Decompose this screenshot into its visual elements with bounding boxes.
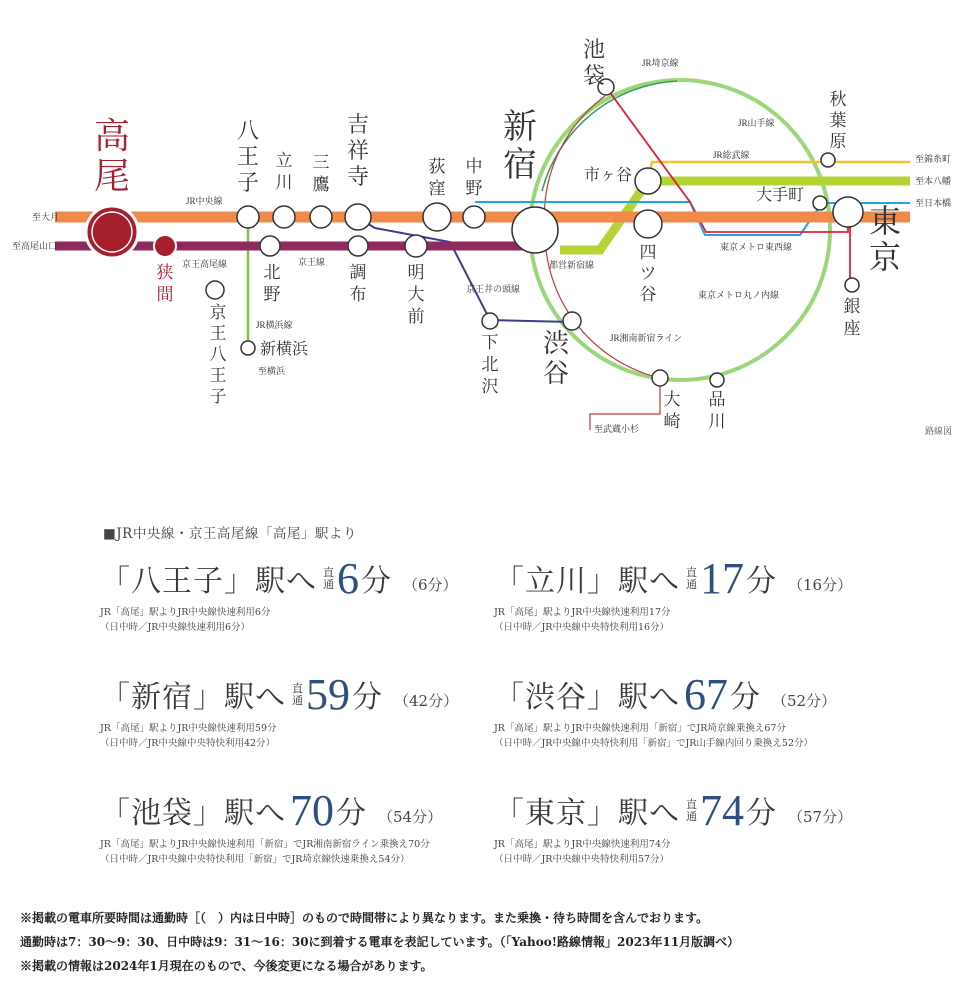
commute-minutes: 6 xyxy=(337,554,359,603)
ogikubo-label: 荻窪 xyxy=(428,157,446,198)
route-detail: JR「高尾」駅よりJR中央線快速利用74分 xyxy=(494,839,671,851)
keio-takao-line-label: 京王高尾線 xyxy=(182,259,228,269)
direct-char: 通 xyxy=(686,810,697,824)
route-map xyxy=(0,0,980,470)
mitaka-label: 三鷹 xyxy=(312,153,330,194)
inokashira-line-label: 京王井の頭線 xyxy=(466,284,521,294)
hachioji-label: 八王子 xyxy=(236,118,260,195)
direct-char: 直 xyxy=(292,682,303,696)
offpeak-time: （16分） xyxy=(788,576,853,595)
ikebukuro-label: 池袋 xyxy=(582,37,606,88)
hachioji-station-marker xyxy=(237,206,259,228)
direct-char: 通 xyxy=(292,694,303,708)
minutes-unit: 分 xyxy=(336,796,366,832)
commute-minutes: 17 xyxy=(700,554,744,603)
yotsuya-station-marker xyxy=(634,210,662,238)
chofu-station-marker xyxy=(348,236,368,256)
route-block xyxy=(494,670,837,751)
route-detail: JR「高尾」駅よりJR中央線快速利用17分 xyxy=(494,607,671,619)
toei-shinjuku-line-label: 都営新宿線 xyxy=(549,260,595,270)
direct-badge xyxy=(292,683,303,707)
ginza-label: 銀座 xyxy=(843,297,861,338)
route-detail-offpeak: （日中時／JR中央線中央特快利用「新宿」でJR埼京線快速乗換え54分） xyxy=(100,854,410,866)
commute-minutes: 74 xyxy=(700,786,744,835)
offpeak-time: （54分） xyxy=(378,808,443,827)
marunouchi-line-label: 東京メトロ丸ノ内線 xyxy=(698,290,780,300)
ichigaya-label: 市ヶ谷 xyxy=(584,167,633,184)
route-block xyxy=(494,786,853,867)
offpeak-time: （6分） xyxy=(403,576,458,595)
destination-station: 「立川」駅へ xyxy=(494,564,680,600)
shinjuku-label: 新宿 xyxy=(503,109,537,184)
meidaimae-station-marker xyxy=(405,235,427,257)
ogikubo-station-marker xyxy=(423,203,451,231)
offpeak-time: （52分） xyxy=(772,692,837,711)
kitano-station-marker xyxy=(260,236,280,256)
otemachi-station-marker xyxy=(813,196,827,210)
dest-kinshicho: 至錦糸町 xyxy=(915,154,952,164)
direct-char: 通 xyxy=(323,578,334,592)
kitano-label: 北野 xyxy=(263,263,281,304)
route-detail-offpeak: （日中時／JR中央線中央特快利用57分） xyxy=(494,854,670,866)
destination-station: 「八王子」駅へ xyxy=(100,564,317,600)
offpeak-time: （42分） xyxy=(394,692,459,711)
route-detail-offpeak: （日中時／JR中央線快速利用6分） xyxy=(100,622,251,634)
direct-char: 直 xyxy=(686,566,697,580)
offpeak-time: （57分） xyxy=(788,808,853,827)
kichijoji-label: 吉祥寺 xyxy=(346,112,370,189)
route-detail-offpeak: （日中時／JR中央線中央特快利用16分） xyxy=(494,622,670,634)
ginza-station-marker xyxy=(845,278,859,292)
keio-hachioji-label: 京王八王子 xyxy=(209,303,227,406)
shonan-shinjuku-line-label: JR湘南新宿ライン xyxy=(610,333,683,343)
yokohama-line-label: JR横浜線 xyxy=(256,320,293,330)
route-detail: JR「高尾」駅よりJR中央線快速利用6分 xyxy=(100,607,271,619)
tachikawa-station-marker xyxy=(273,206,295,228)
keio-hachioji-station-marker xyxy=(206,281,224,299)
destination-station: 「新宿」駅へ xyxy=(100,680,286,716)
destination-station: 「渋谷」駅へ xyxy=(494,680,680,716)
shin-yokohama-station-marker xyxy=(241,341,255,355)
shinagawa-label: 品川 xyxy=(708,390,726,431)
shibuya-label: 渋谷 xyxy=(542,329,570,388)
footnotes xyxy=(20,906,739,978)
route-detail: JR「高尾」駅よりJR中央線快速利用「新宿」でJR埼京線乗換え67分 xyxy=(494,723,786,735)
minutes-unit: 分 xyxy=(746,564,776,600)
route-detail-offpeak: （日中時／JR中央線中央特快利用「新宿」でJR山手線内回り乗換え52分） xyxy=(494,738,814,750)
shinagawa-station-marker xyxy=(710,373,724,387)
dest-nihonbashi: 至日本橋 xyxy=(915,198,952,208)
yotsuya-label: 四ツ谷 xyxy=(639,243,657,304)
sobu-line-label: JR総武線 xyxy=(713,150,750,160)
footnote: ※掲載の電車所要時間は通勤時［（ ）内は日中時］のもので時間帯により異なります。また乗換・待ち時間を含んでおります。 xyxy=(20,911,709,925)
route-detail: JR「高尾」駅よりJR中央線快速利用59分 xyxy=(100,723,277,735)
footnote: 通勤時は7：30～9：30、日中時は9：31～16：30に到着する電車を表記しています。（「Yahoo!路線情報」2023年11月版調べ） xyxy=(20,935,740,949)
akihabara-station-marker xyxy=(821,153,835,167)
shin-yokohama-label: 新横浜 xyxy=(260,341,309,358)
chuo-line-label: JR中央線 xyxy=(186,196,223,206)
direct-badge xyxy=(323,567,334,591)
route-detail-offpeak: （日中時／JR中央線中央特快利用42分） xyxy=(100,738,276,750)
direct-badge xyxy=(686,567,697,591)
direct-badge xyxy=(686,799,697,823)
takao-station-marker xyxy=(86,206,138,258)
minutes-unit: 分 xyxy=(730,680,760,716)
mitaka-station-marker xyxy=(310,206,332,228)
tokyo-label: 東京 xyxy=(868,203,902,275)
commute-minutes: 59 xyxy=(306,670,350,719)
minutes-unit: 分 xyxy=(361,564,391,600)
shinjuku-station-marker xyxy=(512,207,558,253)
destination-station: 「池袋」駅へ xyxy=(100,796,286,832)
osaki-label: 大崎 xyxy=(663,390,681,431)
takao-label: 高尾 xyxy=(93,116,131,196)
kichijoji-station-marker xyxy=(345,204,371,230)
minutes-unit: 分 xyxy=(746,796,776,832)
commute-minutes: 67 xyxy=(684,670,728,719)
direct-char: 直 xyxy=(686,798,697,812)
meidaimae-label: 明大前 xyxy=(407,263,425,326)
route-detail: JR「高尾」駅よりJR中央線快速利用「新宿」でJR湘南新宿ライン乗換え70分 xyxy=(100,839,430,851)
shimokitazawa-label: 下北沢 xyxy=(481,333,499,396)
dest-musashikosugi: 至武蔵小杉 xyxy=(594,424,640,434)
shibuya-station-marker xyxy=(563,312,581,330)
ichigaya-station-marker xyxy=(635,168,661,194)
direct-char: 直 xyxy=(323,566,334,580)
saikyo-line-label: JR埼京線 xyxy=(642,58,679,68)
destination-station: 「東京」駅へ xyxy=(494,796,680,832)
dest-yokohama: 至横浜 xyxy=(258,366,286,376)
chofu-label: 調布 xyxy=(349,263,367,304)
route-block xyxy=(100,786,443,867)
yamanote-line-label: JR山手線 xyxy=(738,118,775,128)
tozai-line-label: 東京メトロ東西線 xyxy=(720,242,793,252)
route-block xyxy=(494,554,853,635)
shimokitazawa-station-marker xyxy=(482,313,498,329)
route-block xyxy=(100,554,458,635)
hazama-label: 狭間 xyxy=(156,263,174,304)
tokyo-station-marker xyxy=(833,197,863,227)
map-caption: 路線図 xyxy=(925,427,953,437)
keio-line-label: 京王線 xyxy=(298,257,326,267)
commute-minutes: 70 xyxy=(290,786,334,835)
tachikawa-label: 立川 xyxy=(275,151,293,192)
nakano-label: 中野 xyxy=(465,157,483,198)
akihabara-label: 秋葉原 xyxy=(829,90,847,151)
direct-char: 通 xyxy=(686,578,697,592)
nakano-station-marker xyxy=(463,206,485,228)
otemachi-label: 大手町 xyxy=(756,187,805,204)
osaki-station-marker xyxy=(652,370,668,386)
minutes-unit: 分 xyxy=(352,680,382,716)
dest-otsuki: 至大月 xyxy=(32,212,60,222)
route-block xyxy=(100,670,459,751)
footnote: ※掲載の情報は2024年1月現在のもので、今後変更になる場合があります。 xyxy=(20,959,433,973)
section-title: ■JR中央線・京王高尾線「高尾」駅より xyxy=(103,526,357,542)
hazama-station-marker xyxy=(154,235,176,257)
dest-takaosanguchi: 至高尾山口 xyxy=(12,241,58,251)
dest-motoyawata: 至本八幡 xyxy=(915,176,952,186)
